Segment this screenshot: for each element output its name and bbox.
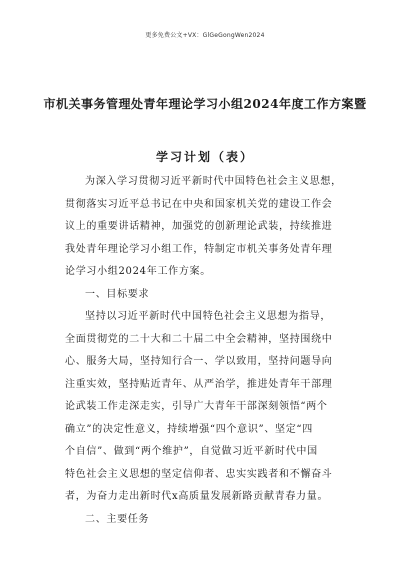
header-note: 更多免费公文+VX：GlGeGongWen2024	[145, 32, 265, 39]
intro-paragraph	[65, 171, 355, 284]
document-subtitle: 学习计划（表）	[155, 150, 254, 164]
goals-paragraph	[65, 306, 355, 509]
paragraph-line: 论学习小组2024年工作方案。	[65, 266, 211, 277]
paragraph-line: 特色社会主义思想的坚定信仰者、忠实实践者和不懈奋斗	[65, 468, 333, 480]
paragraph-line: 心、服务大局，坚持知行合一、学以致用，坚持问题导向	[65, 356, 333, 367]
paragraph-line: 议上的重要讲话精神，加强党的创新理论武装，持续推进	[65, 221, 333, 232]
paragraph-line: 为深入学习贯彻习近平新时代中国特色社会主义思想，	[85, 176, 342, 187]
document-title: 市机关事务管理处青年理论学习小组2024年度工作方案暨	[43, 97, 367, 111]
section-heading-text: 一、目标要求	[85, 289, 150, 300]
paragraph-line: 我处青年理论学习小组工作，特制定市机关事务处青年理	[65, 243, 333, 255]
paragraph-line: 论武装工作走深走实，引导广大青年干部深刻领悟“两个	[65, 401, 328, 412]
section-heading-goals	[65, 284, 355, 307]
paragraph-line: 注重实效，坚持贴近青年、从严治学，推进处青年干部理	[65, 378, 333, 390]
paragraph-line: 全面贯彻党的二十大和二十届二中全会精神，坚持围绕中	[65, 333, 333, 345]
paragraph-line: 确立”的决定性意义，持续增强“四个意识”、坚定“四	[65, 423, 313, 435]
paragraph-line: 坚持以习近平新时代中国特色社会主义思想为指导，	[85, 311, 332, 322]
section-heading-tasks	[65, 509, 355, 532]
paragraph-line: 者，为奋力走出新时代x高质量发展新路贡献青春力量。	[65, 491, 329, 502]
section-heading-text: 二、主要任务	[85, 514, 150, 525]
paragraph-line: 个自信”、做到“两个维护”，自觉做习近平新时代中国	[65, 446, 318, 457]
paragraph-line: 贯彻落实习近平总书记在中央和国家机关党的建设工作会	[65, 198, 333, 210]
